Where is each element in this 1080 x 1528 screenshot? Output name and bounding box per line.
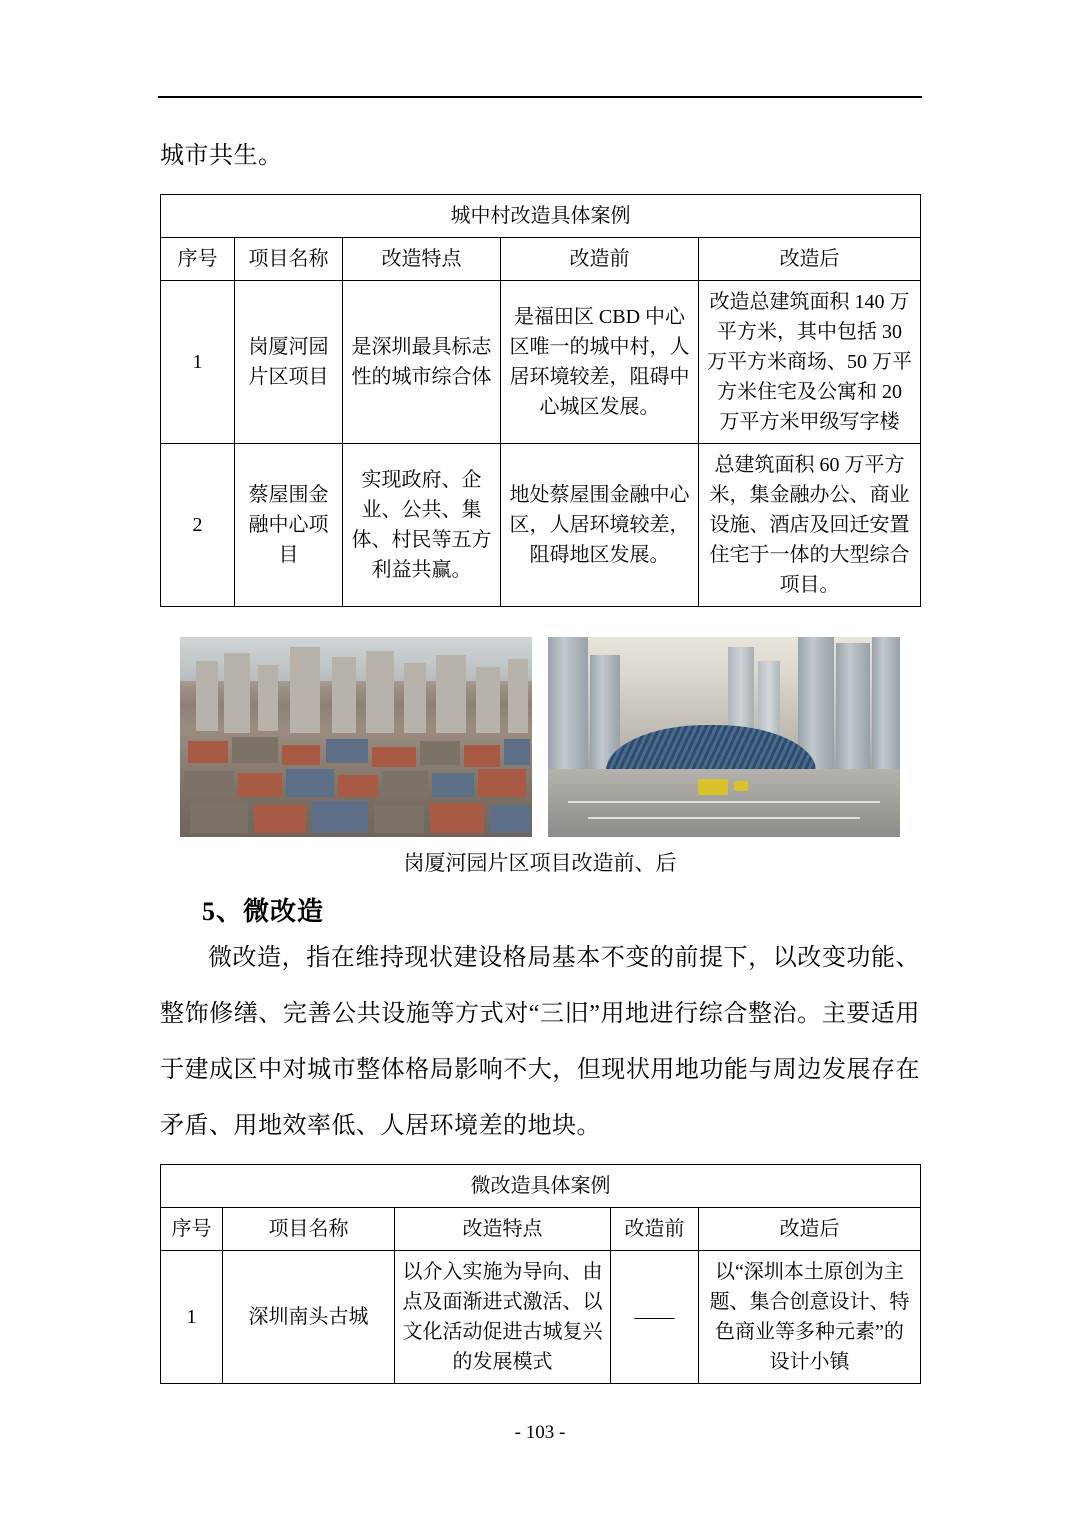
table1-row1-feature: 是深圳最具标志性的城市综合体 xyxy=(343,281,501,444)
table1-header-after: 改造后 xyxy=(699,238,921,281)
table-row xyxy=(161,238,921,281)
photo-after-renovation xyxy=(548,637,900,837)
table2-header-name: 项目名称 xyxy=(223,1208,395,1251)
table2-row1-name: 深圳南头古城 xyxy=(223,1251,395,1384)
table1-row1-after: 改造总建筑面积 140 万平方米，其中包括 30 万平方米商场、50 万平方米住宅及公寓和 20 万平方米甲级写字楼 xyxy=(699,281,921,444)
table1-header-before: 改造前 xyxy=(501,238,699,281)
table-micro-renovation-cases xyxy=(160,1164,921,1384)
table2-row1-feature: 以介入实施为导向、由点及面渐进式激活、以文化活动促进古城复兴的发展模式 xyxy=(395,1251,611,1384)
table2-header-after: 改造后 xyxy=(699,1208,921,1251)
table1-row2-feature: 实现政府、企业、公共、集体、村民等五方利益共赢。 xyxy=(343,444,501,607)
table1-row1-name: 岗厦河园片区项目 xyxy=(235,281,343,444)
section-heading-5: 5、微改造 xyxy=(202,897,325,926)
table1-header-feature: 改造特点 xyxy=(343,238,501,281)
table2-row1-before: —— xyxy=(611,1251,699,1384)
table2-title: 微改造具体案例 xyxy=(161,1165,921,1208)
table1-row2-after: 总建筑面积 60 万平方米，集金融办公、商业设施、酒店及回迁安置住宅于一体的大型综合项目。 xyxy=(699,444,921,607)
table1-row1-no: 1 xyxy=(161,281,235,444)
table-row xyxy=(161,1251,921,1384)
table2-row1-after: 以“深圳本土原创为主题、集合创意设计、特色商业等多种元素”的设计小镇 xyxy=(699,1251,921,1384)
table2-header-before: 改造前 xyxy=(611,1208,699,1251)
table1-row2-name: 蔡屋围金融中心项目 xyxy=(235,444,343,607)
table-row xyxy=(161,1165,921,1208)
table2-header-no: 序号 xyxy=(161,1208,223,1251)
table1-row2-no: 2 xyxy=(161,444,235,607)
table-row xyxy=(161,281,921,444)
table1-header-no: 序号 xyxy=(161,238,235,281)
page-content xyxy=(160,128,920,1384)
photo-before-renovation xyxy=(180,637,532,837)
figure-photos xyxy=(160,637,920,837)
header-rule xyxy=(158,96,922,98)
first-line-text: 城市共生。 xyxy=(160,143,283,169)
page-number: - 103 - xyxy=(514,1422,566,1443)
table-village-renovation-cases xyxy=(160,194,921,607)
table-row xyxy=(161,195,921,238)
table1-title: 城中村改造具体案例 xyxy=(161,195,921,238)
figure-caption: 岗厦河园片区项目改造前、后 xyxy=(403,851,677,875)
section5-paragraph: 微改造，指在维持现状建设格局基本不变的前提下，以改变功能、整饰修缮、完善公共设施等方式对“三旧”用地进行综合整治。主要适用于建成区中对城市整体格局影响不大，但现状用地功能与周边发展存在矛盾、用地效率低、人居环境差的地块。 xyxy=(160,945,920,1139)
table2-row1-no: 1 xyxy=(161,1251,223,1384)
table-row xyxy=(161,1208,921,1251)
table1-header-name: 项目名称 xyxy=(235,238,343,281)
table1-row2-before: 地处蔡屋围金融中心区，人居环境较差，阻碍地区发展。 xyxy=(501,444,699,607)
table2-header-feature: 改造特点 xyxy=(395,1208,611,1251)
table-row xyxy=(161,444,921,607)
table1-row1-before: 是福田区 CBD 中心区唯一的城中村，人居环境较差，阻碍中心城区发展。 xyxy=(501,281,699,444)
